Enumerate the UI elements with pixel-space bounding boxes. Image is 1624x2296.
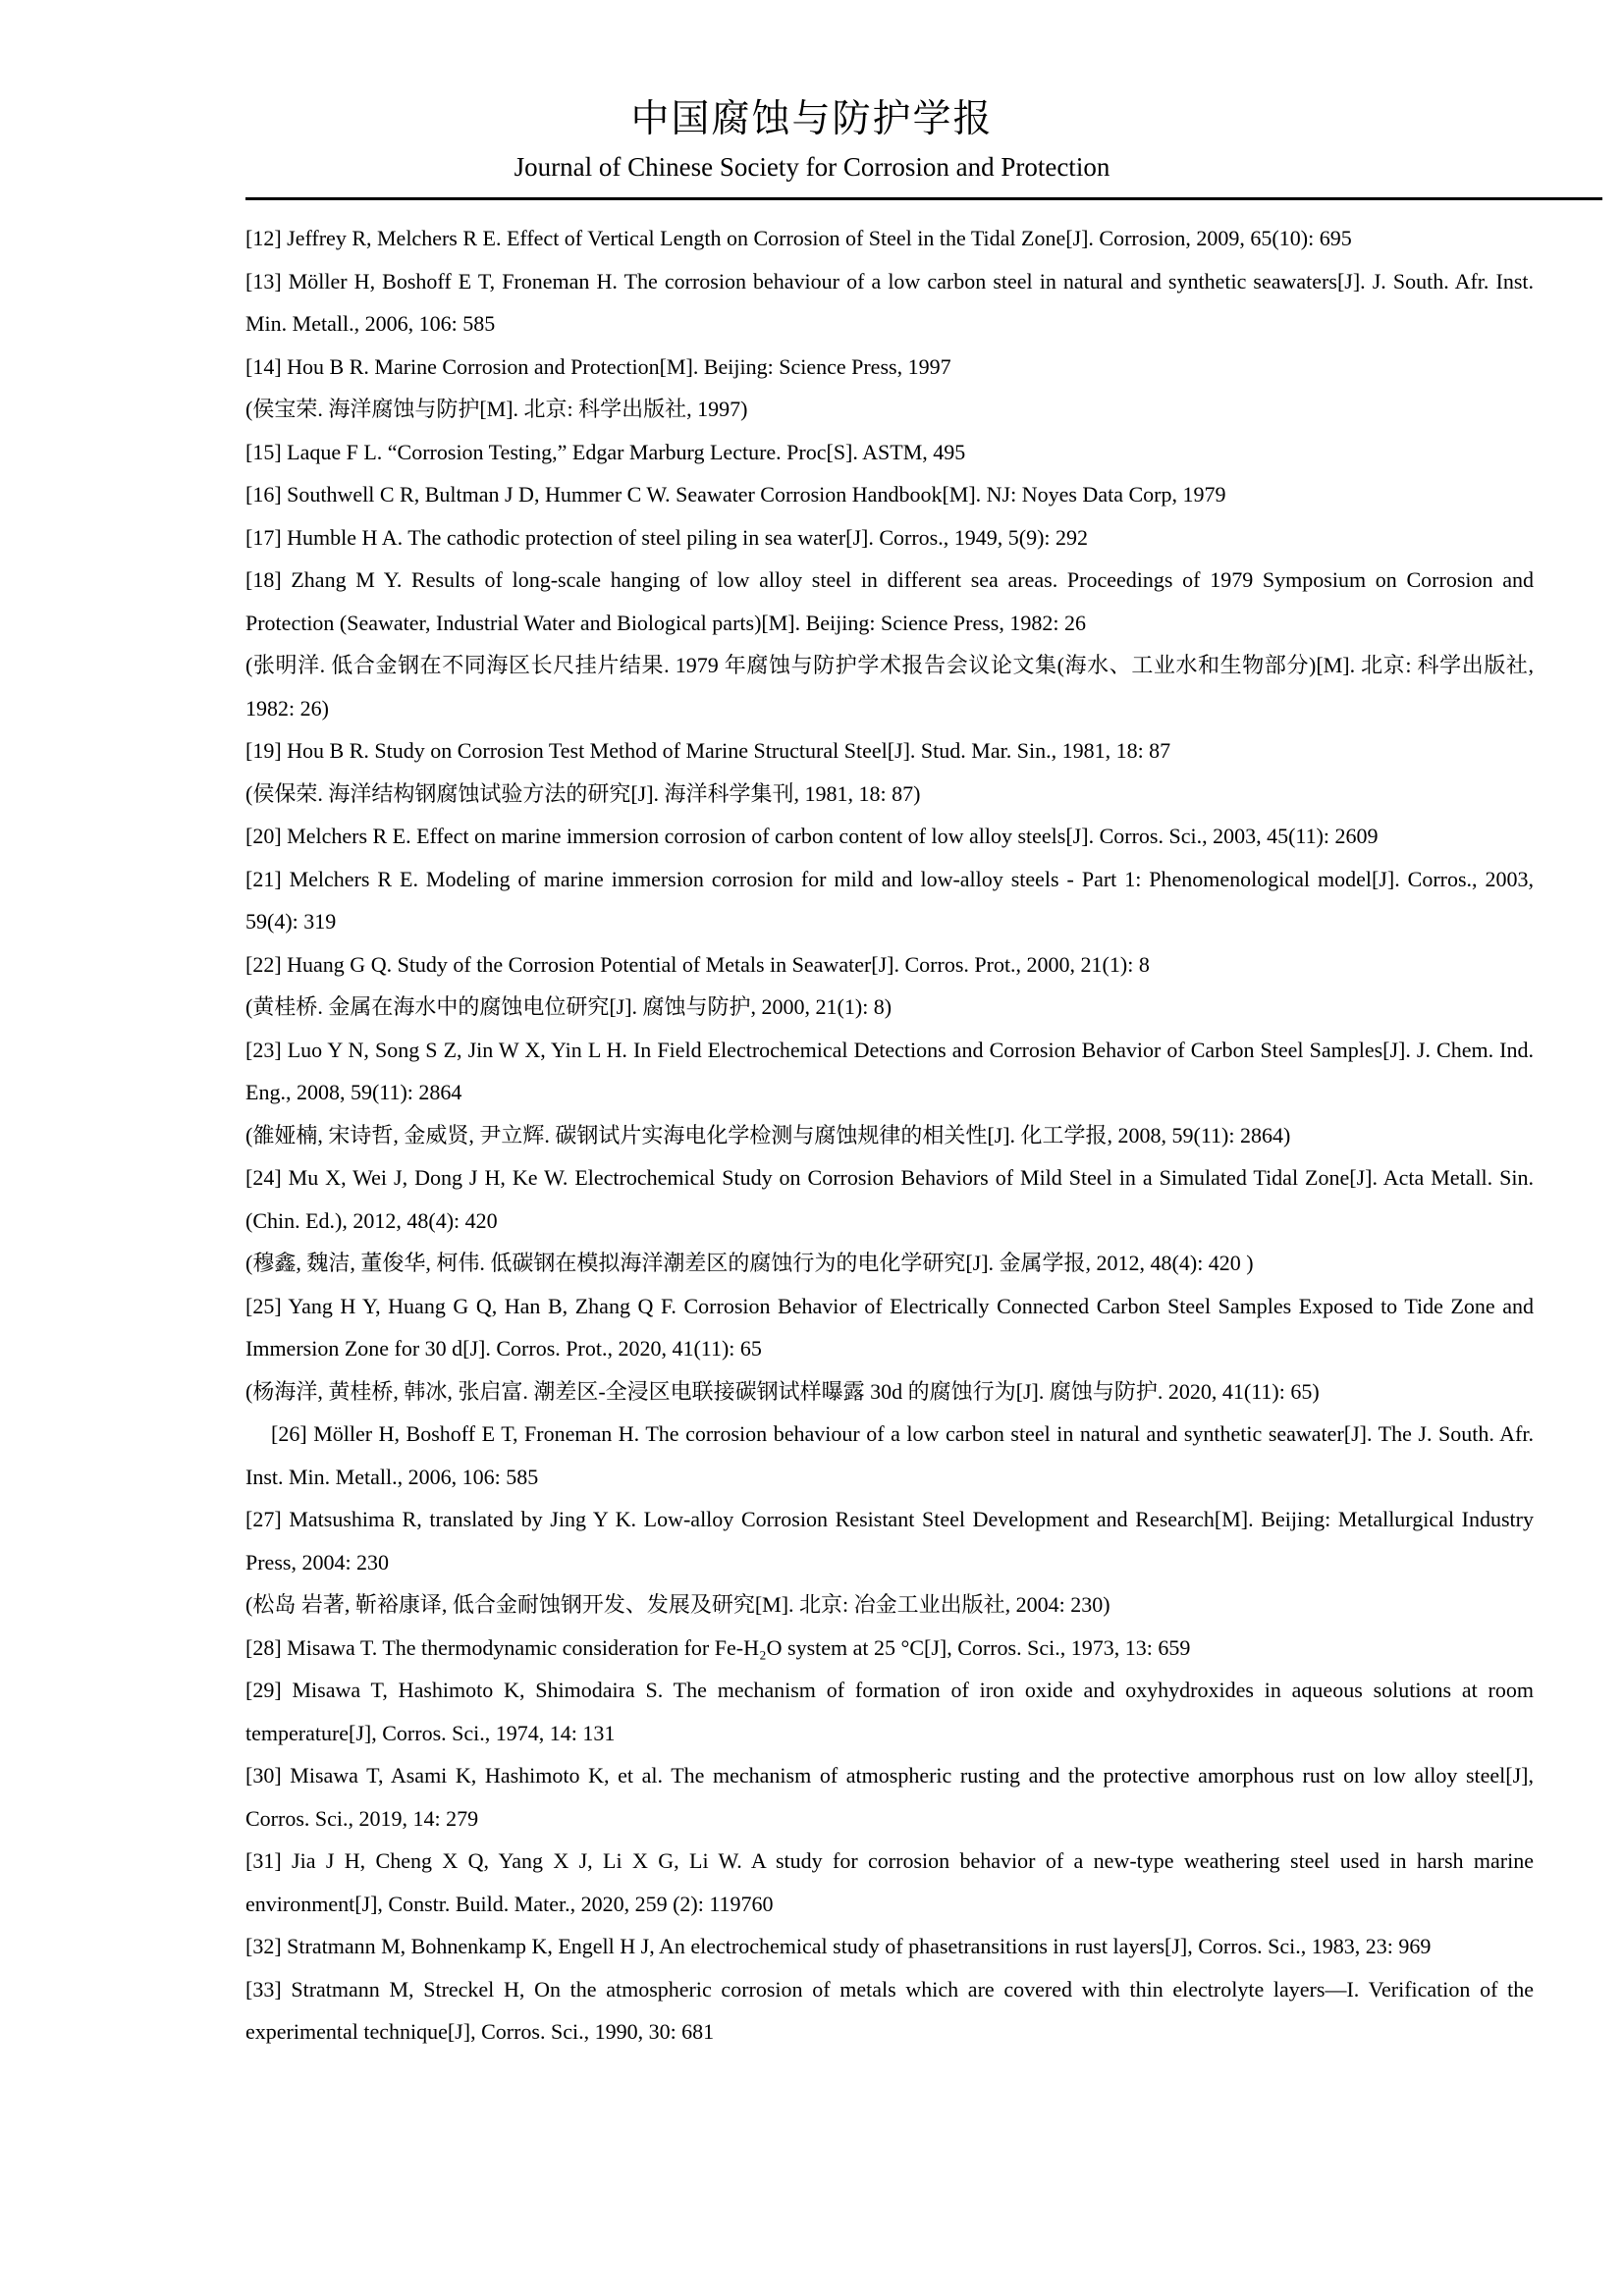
reference-citation: [18] Zhang M Y. Results of long-scale hanging of low alloy steel in different sea areas. Proceedings of 1979 Symposium on Corrosion and Protection (Seawater, Industrial Water and Biological parts)[M]. Beijing: Science Press, 1982: 26	[245, 567, 1534, 635]
reference-citation: [25] Yang H Y, Huang G Q, Han B, Zhang Q F. Corrosion Behavior of Electrically Connected Carbon Steel Samples Exposed to Tide Zone and Immersion Zone for 30 d[J]. Corros. Prot., 2020, 41(11): 65	[245, 1293, 1534, 1362]
reference-citation: [17] Humble H A. The cathodic protection of steel piling in sea water[J]. Corros., 1949, 5(9): 292	[245, 524, 1089, 550]
reference-item	[245, 1925, 1534, 1968]
reference-item	[245, 1413, 1534, 1498]
reference-citation: [23] Luo Y N, Song S Z, Jin W X, Yin L H. In Field Electrochemical Detections and Corrosion Behavior of Carbon Steel Samples[J]. J. Chem. Ind. Eng., 2008, 59(11): 2864	[245, 1037, 1534, 1105]
reference-translation: (松岛 岩著, 靳裕康译, 低合金耐蚀钢开发、发展及研究[M]. 北京: 冶金工业出版社, 2004: 230)	[245, 1592, 1110, 1618]
reference-citation: [29] Misawa T, Hashimoto K, Shimodaira S. The mechanism of formation of iron oxide and oxyhydroxides in aqueous solutions at room temperature[J], Corros. Sci., 1974, 14: 131	[245, 1678, 1534, 1745]
journal-header	[0, 96, 1624, 200]
reference-translation: (黄桂桥. 金属在海水中的腐蚀电位研究[J]. 腐蚀与防护, 2000, 21(1): 8)	[245, 994, 893, 1020]
reference-citation: [24] Mu X, Wei J, Dong J H, Ke W. Electrochemical Study on Corrosion Behaviors of Mild Steel in a Simulated Tidal Zone[J]. Acta Metall. Sin. (Chin. Ed.), 2012, 48(4): 420	[245, 1165, 1534, 1233]
journal-title-english: Journal of Chinese Society for Corrosion and Protection	[514, 151, 1110, 182]
reference-item	[245, 858, 1534, 943]
reference-citation: [26] Möller H, Boshoff E T, Froneman H. The corrosion behaviour of a low carbon steel in natural and synthetic seawater[J]. The J. South. Afr. Inst. Min. Metall., 2006, 106: 585	[245, 1421, 1534, 1489]
reference-item	[245, 943, 1534, 1029]
reference-item	[245, 1029, 1534, 1157]
reference-item	[245, 1156, 1534, 1285]
reference-item	[245, 1840, 1534, 1925]
reference-item	[245, 729, 1534, 815]
reference-translation: (雒娅楠, 宋诗哲, 金威贤, 尹立辉. 碳钢试片实海电化学检测与腐蚀规律的相关性[J]. 化工学报, 2008, 59(11): 2864)	[245, 1122, 1291, 1148]
journal-title-chinese: 中国腐蚀与防护学报	[630, 98, 994, 140]
reference-item	[245, 1669, 1534, 1754]
references-list	[245, 217, 1534, 2054]
reference-citation: [21] Melchers R E. Modeling of marine immersion corrosion for mild and low-alloy steels - Part 1: Phenomenological model[J]. Corros., 2003, 59(4): 319	[245, 866, 1534, 934]
reference-item	[245, 260, 1534, 346]
reference-item	[245, 1285, 1534, 1414]
reference-citation: [27] Matsushima R, translated by Jing Y K. Low-alloy Corrosion Resistant Steel Development and Research[M]. Beijing: Metallurgical Industry Press, 2004: 230	[245, 1507, 1534, 1575]
reference-citation: [33] Stratmann M, Streckel H, On the atmospheric corrosion of metals which are covered with thin electrolyte layers—I. Verification of the experimental technique[J], Corros. Sci., 1990, 30: 681	[245, 1976, 1534, 2045]
reference-item	[245, 1754, 1534, 1840]
reference-citation: [16] Southwell C R, Bultman J D, Hummer C W. Seawater Corrosion Handbook[M]. NJ: Noyes Data Corp, 1979	[245, 482, 1226, 507]
reference-citation: [13] Möller H, Boshoff E T, Froneman H. The corrosion behaviour of a low carbon steel in natural and synthetic seawaters[J]. J. South. Afr. Inst. Min. Metall., 2006, 106: 585	[245, 268, 1534, 337]
reference-citation: [12] Jeffrey R, Melchers R E. Effect of Vertical Length on Corrosion of Steel in the Tidal Zone[J]. Corrosion, 2009, 65(10): 695	[245, 226, 1352, 251]
reference-translation: (杨海洋, 黄桂桥, 韩冰, 张启富. 潮差区-全浸区电联接碳钢试样曝露 30d 的腐蚀行为[J]. 腐蚀与防护. 2020, 41(11): 65)	[245, 1378, 1320, 1404]
reference-translation: (穆鑫, 魏洁, 董俊华, 柯伟. 低碳钢在模拟海洋潮差区的腐蚀行为的电化学研究[J]. 金属学报, 2012, 48(4): 420 )	[245, 1251, 1254, 1276]
reference-citation: [20] Melchers R E. Effect on marine immersion corrosion of carbon content of low alloy steels[J]. Corros. Sci., 2003, 45(11): 2609	[245, 824, 1379, 849]
reference-citation: [19] Hou B R. Study on Corrosion Test Method of Marine Structural Steel[J]. Stud. Mar. Sin., 1981, 18: 87	[245, 738, 1171, 764]
reference-citation: [32] Stratmann M, Bohnenkamp K, Engell H J, An electrochemical study of phasetransitions in rust layers[J], Corros. Sci., 1983, 23: 969	[245, 1934, 1432, 1959]
reference-item	[245, 431, 1534, 474]
reference-citation: [22] Huang G Q. Study of the Corrosion Potential of Metals in Seawater[J]. Corros. Prot., 2000, 21(1): 8	[245, 951, 1150, 977]
reference-citation: [30] Misawa T, Asami K, Hashimoto K, et al. The mechanism of atmospheric rusting and the protective amorphous rust on low alloy steel[J], Corros. Sci., 2019, 14: 279	[245, 1763, 1534, 1831]
reference-citation: [14] Hou B R. Marine Corrosion and Protection[M]. Beijing: Science Press, 1997	[245, 353, 951, 379]
reference-item	[245, 1968, 1534, 2054]
reference-translation: (侯宝荣. 海洋腐蚀与防护[M]. 北京: 科学出版社, 1997)	[245, 397, 748, 422]
reference-item	[245, 217, 1534, 260]
reference-citation: [28] Misawa T. The thermodynamic consideration for Fe-H₂O system at 25 °C[J], Corros. Sci., 1973, 13: 659	[245, 1634, 1191, 1660]
reference-item	[245, 346, 1534, 431]
reference-translation: (张明洋. 低合金钢在不同海区长尺挂片结果. 1979 年腐蚀与防护学术报告会议论文集(海水、工业水和生物部分)[M]. 北京: 科学出版社, 1982: 26)	[245, 653, 1534, 721]
reference-translation: (侯保荣. 海洋结构钢腐蚀试验方法的研究[J]. 海洋科学集刊, 1981, 18: 87)	[245, 780, 921, 806]
reference-item	[245, 815, 1534, 858]
reference-item	[245, 559, 1534, 729]
reference-item	[245, 1627, 1534, 1670]
reference-item	[245, 516, 1534, 560]
header-divider	[245, 197, 1602, 200]
reference-citation: [31] Jia J H, Cheng X Q, Yang X J, Li X G, Li W. A study for corrosion behavior of a new-type weathering steel used in harsh marine environment[J], Constr. Build. Mater., 2020, 259 (2): 119760	[245, 1848, 1534, 1916]
reference-item	[245, 473, 1534, 516]
reference-citation: [15] Laque F L. “Corrosion Testing,” Edgar Marburg Lecture. Proc[S]. ASTM, 495	[245, 439, 966, 464]
reference-item	[245, 1498, 1534, 1627]
